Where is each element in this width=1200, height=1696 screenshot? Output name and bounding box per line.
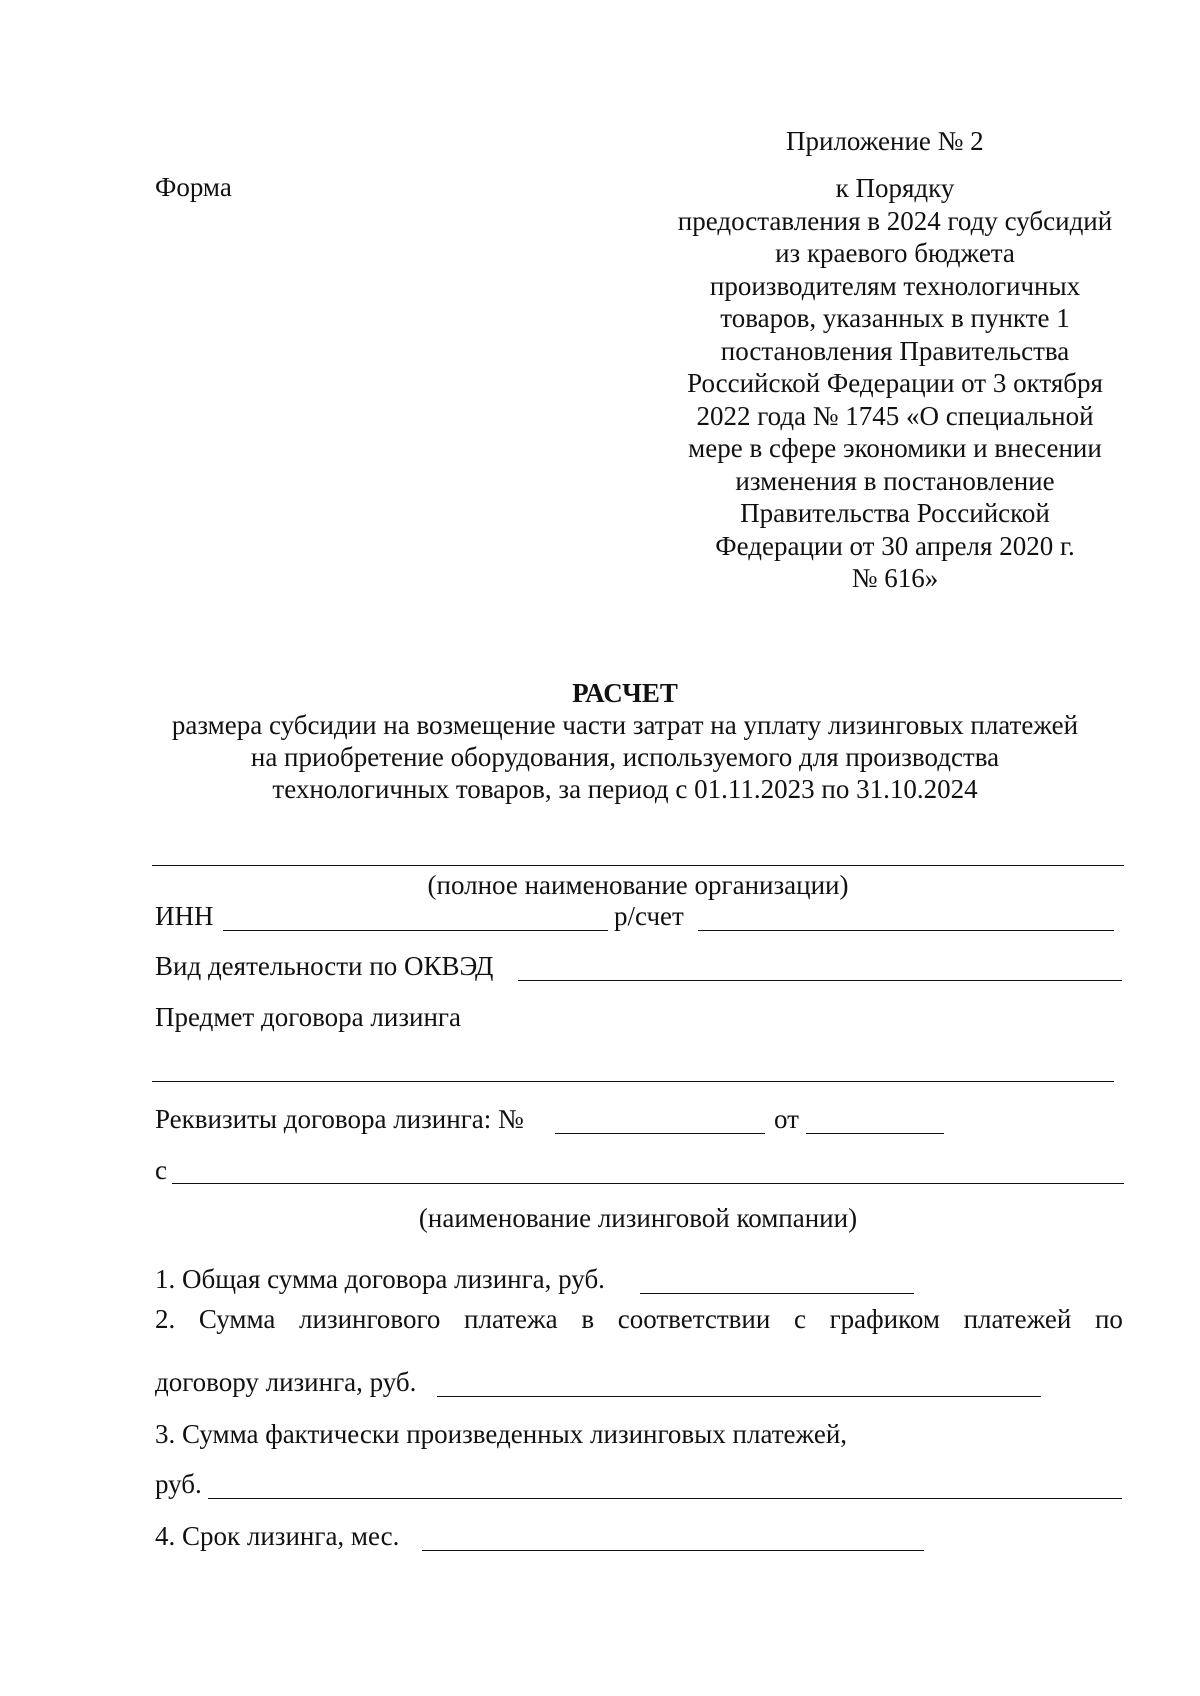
order-reference xyxy=(620,172,1170,595)
item-2-word: графиком xyxy=(829,1304,940,1334)
item-2-word: платежа xyxy=(464,1304,558,1334)
title-line: технологичных товаров, за период с 01.11.2023 по 31.10.2024 xyxy=(272,774,978,804)
item-3-continuation: руб. xyxy=(155,1469,202,1499)
title-line: размера субсидии на возмещение части затрат на уплату лизинговых платежей xyxy=(171,710,1079,740)
okved-field[interactable] xyxy=(518,980,1122,981)
order-line: постановления Правительства xyxy=(720,335,1070,366)
item-2-word: соответствии xyxy=(617,1304,771,1334)
item-4-field[interactable] xyxy=(422,1550,924,1551)
inn-label: ИНН xyxy=(155,901,214,931)
item-2-word: по xyxy=(1094,1304,1123,1334)
order-line: изменения в постановление xyxy=(735,465,1055,496)
leasing-company-field[interactable] xyxy=(172,1183,1124,1184)
order-line: № 616» xyxy=(851,563,939,593)
item-3-field[interactable] xyxy=(208,1498,1122,1499)
order-line: мере в сфере экономики и внесении xyxy=(688,433,1102,463)
leasing-company-label: с xyxy=(155,1155,167,1185)
form-label: Форма xyxy=(155,172,232,202)
order-line: товаров, указанных в пункте 1 xyxy=(720,303,1070,333)
order-line: Правительства Российской xyxy=(740,498,1050,528)
order-line: 2022 года № 1745 «О специальной xyxy=(696,400,1094,431)
order-line: Федерации от 30 апреля 2020 г. xyxy=(715,530,1075,561)
lease-subject-field[interactable] xyxy=(152,1081,1114,1082)
item-4-label: 4. Срок лизинга, мес. xyxy=(155,1521,400,1551)
contract-number-field[interactable] xyxy=(555,1133,765,1134)
item-1-field[interactable] xyxy=(640,1293,914,1294)
item-3-label: 3. Сумма фактически произведенных лизинговых платежей, xyxy=(155,1419,848,1449)
contract-number-label: Реквизиты договора лизинга: № xyxy=(155,1104,524,1134)
item-2-word: лизингового xyxy=(299,1304,441,1334)
item-2-field[interactable] xyxy=(437,1396,1041,1397)
item-2-word: Сумма xyxy=(198,1304,276,1334)
title-heading: РАСЧЕТ xyxy=(572,678,678,708)
order-line: из краевого бюджета xyxy=(775,238,1015,268)
order-line: производителям технологичных xyxy=(709,270,1081,301)
item-2-label xyxy=(155,1304,1123,1335)
item-2-word: с xyxy=(793,1304,806,1334)
lease-subject-label: Предмет договора лизинга xyxy=(155,1002,461,1032)
item-2-word: платежей xyxy=(963,1304,1072,1334)
appendix-number: Приложение № 2 xyxy=(786,126,984,156)
org-name-field[interactable] xyxy=(152,865,1124,866)
order-line: к Порядку xyxy=(835,173,955,203)
item-1-label: 1. Общая сумма договора лизинга, руб. xyxy=(155,1264,605,1294)
order-line: предоставления в 2024 году субсидий xyxy=(677,205,1113,236)
account-label: р/счет xyxy=(614,901,684,931)
title-line: на приобретение оборудования, используемого для производства xyxy=(250,742,1000,772)
org-name-caption: (полное наименование организации) xyxy=(427,870,849,900)
contract-date-field[interactable] xyxy=(806,1133,944,1134)
item-2-word: в xyxy=(581,1304,595,1334)
inn-field[interactable] xyxy=(223,930,608,931)
item-2-continuation: договору лизинга, руб. xyxy=(155,1367,417,1397)
order-line: Российской Федерации от 3 октября xyxy=(687,368,1103,398)
item-2-word: 2. xyxy=(155,1304,176,1334)
contract-date-label: от xyxy=(774,1104,799,1134)
document-title xyxy=(130,677,1120,805)
account-field[interactable] xyxy=(698,930,1114,931)
okved-label: Вид деятельности по ОКВЭД xyxy=(155,951,494,981)
leasing-company-caption: (наименование лизинговой компании) xyxy=(418,1203,858,1233)
